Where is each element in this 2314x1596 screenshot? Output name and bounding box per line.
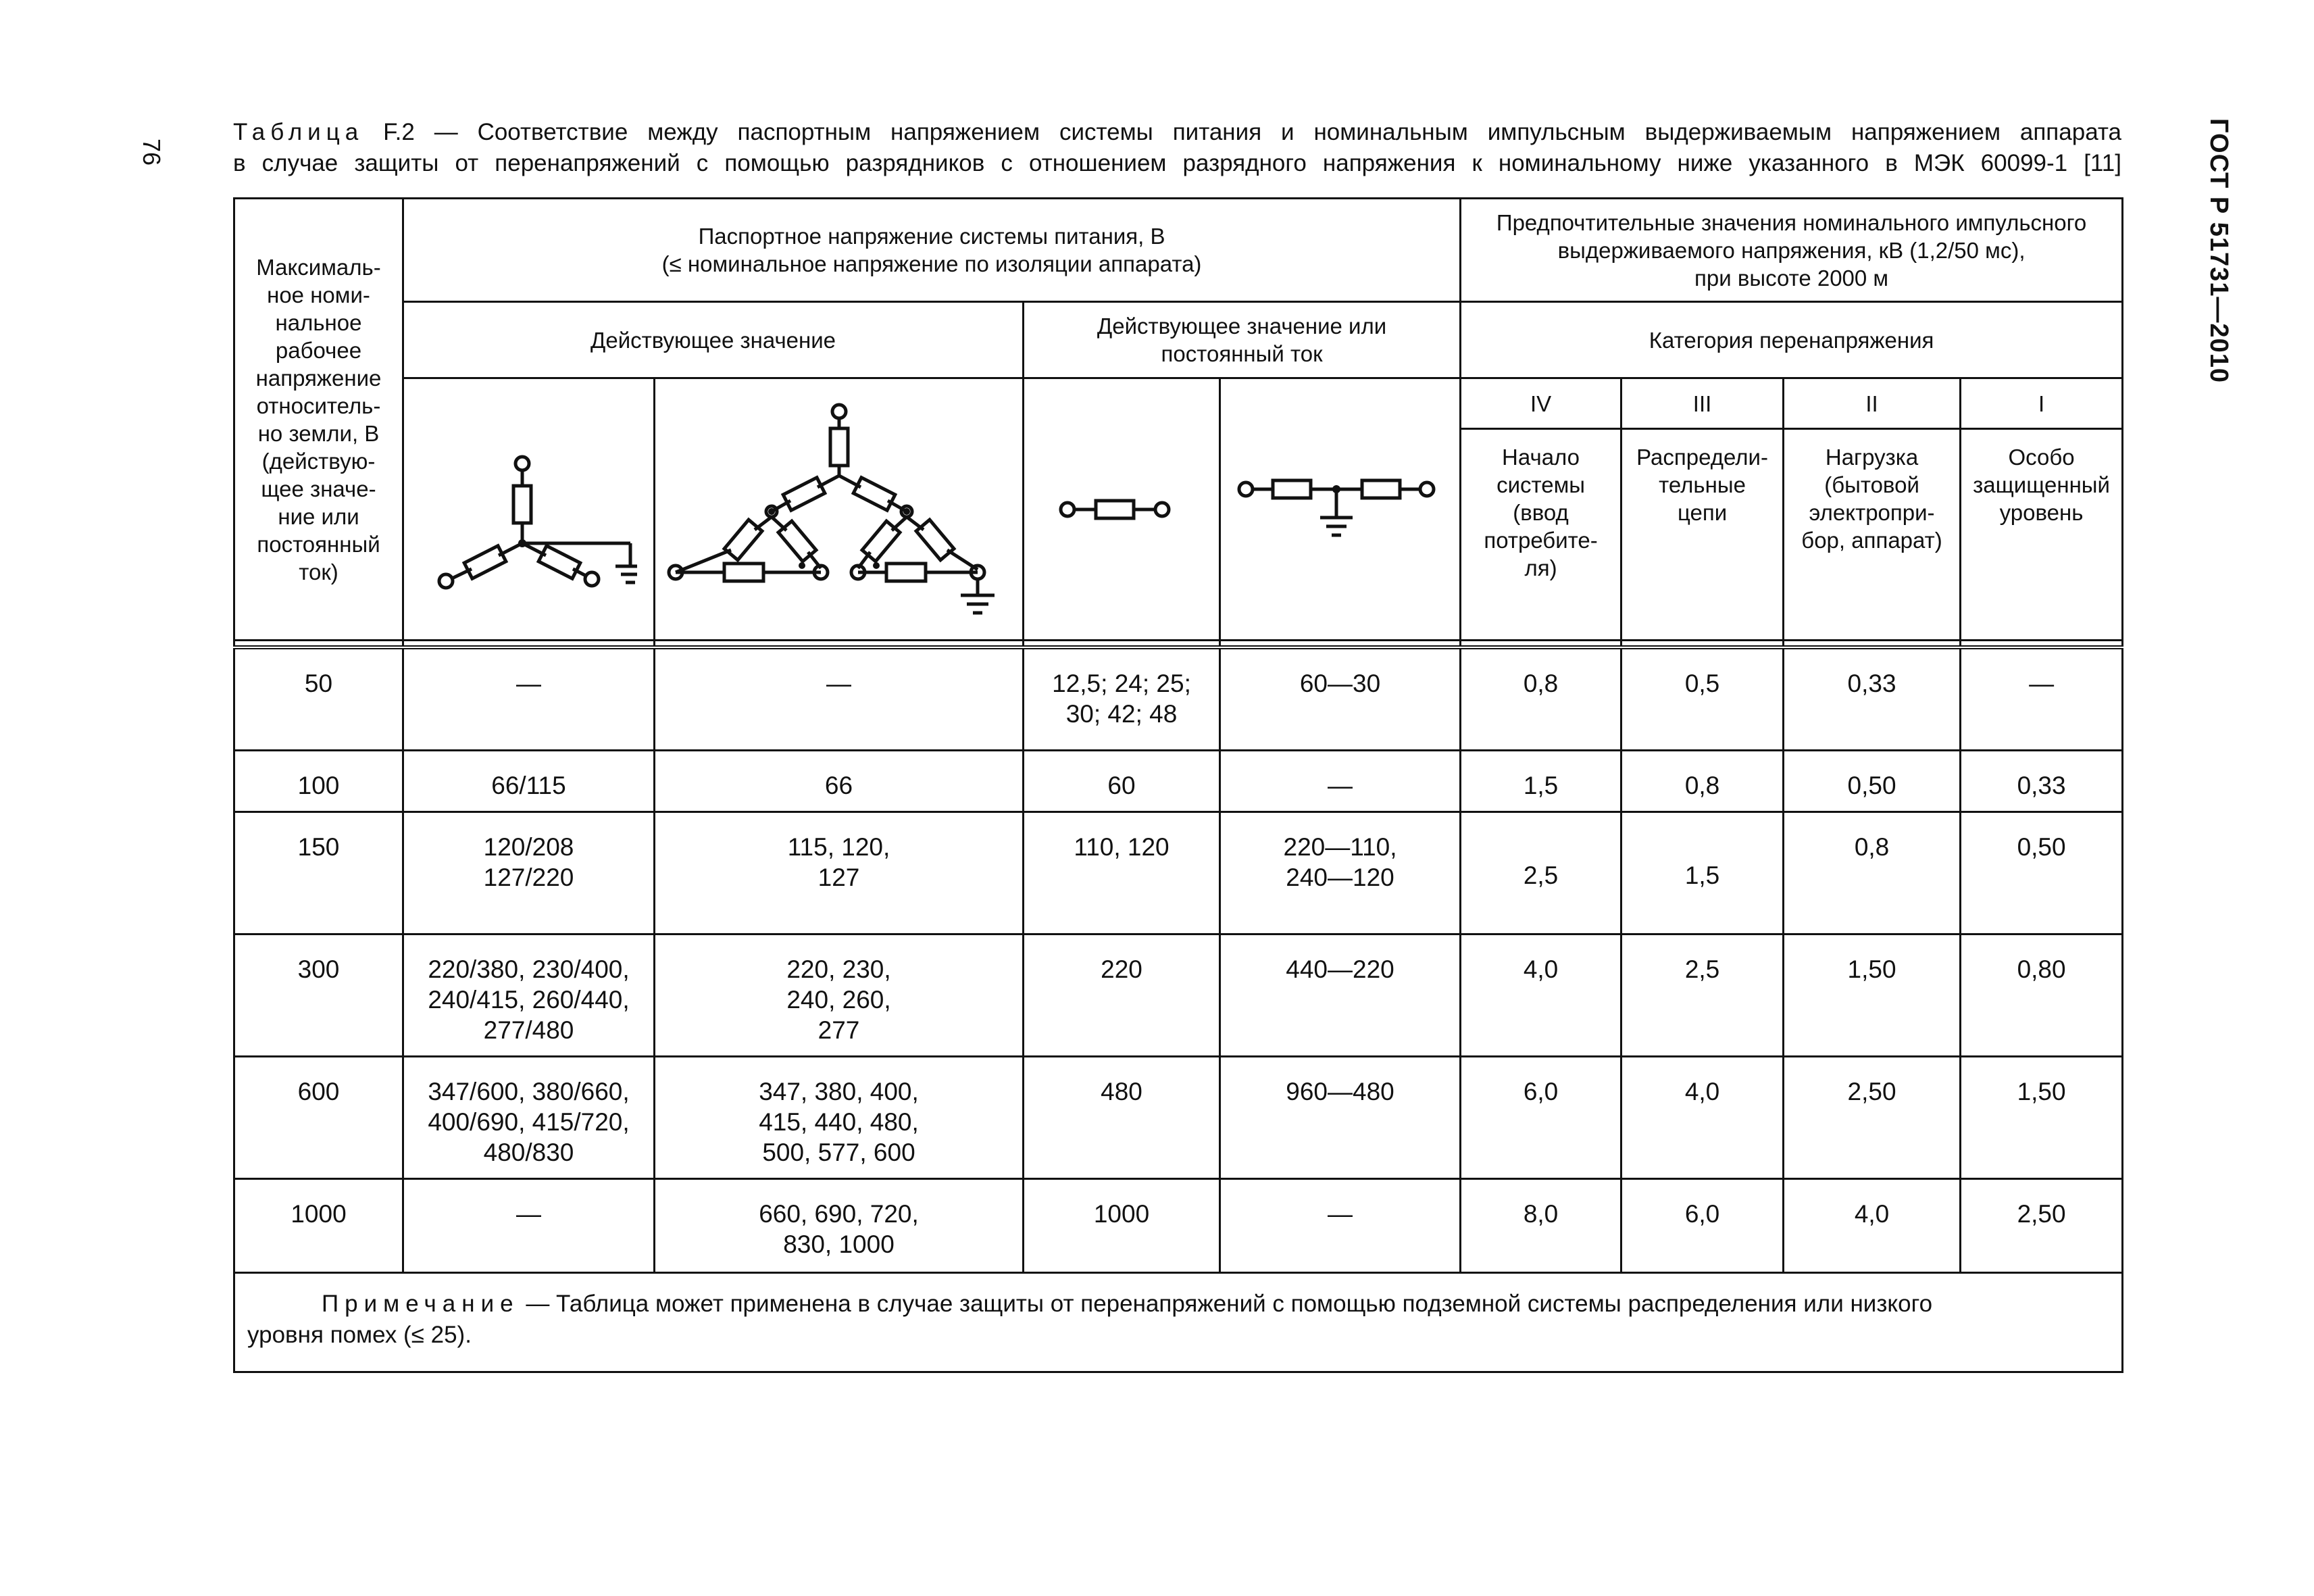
cell-max: 300 [234, 934, 403, 1057]
table-row [234, 1057, 2123, 1179]
category-i-desc: Особо защищенный уровень [1961, 429, 2123, 641]
table-row [234, 647, 2123, 751]
cell-i: 2,50 [1961, 1179, 2123, 1273]
category-i-roman: I [1961, 378, 2123, 429]
schematic-single-cell [1024, 378, 1220, 641]
cell-iii: 2,5 [1621, 934, 1784, 1057]
cell-ii: 0,33 [1784, 647, 1961, 751]
single-phase-schematic-icon [1054, 489, 1189, 530]
cell-iv: 4,0 [1461, 934, 1621, 1057]
header-max-voltage: Максималь- ное номи- нальное рабочее напряжение относитель- но земли, В (действую- щее значе- ние или постоянный ток) [234, 199, 403, 641]
cell-single: 220 [1024, 934, 1220, 1057]
caption-title-line1: F.2 — Соответствие между паспортным напряжением системы питания и номинальным импульсным выдерживаемым напряжением аппарата [383, 119, 2121, 145]
table-note [234, 1273, 2123, 1372]
cell-delta: 347, 380, 400, 415, 440, 480, 500, 577, 600 [655, 1057, 1024, 1179]
voltage-table [233, 197, 2123, 1373]
cell-iv: 8,0 [1461, 1179, 1621, 1273]
document-code: ГОСТ Р 51731—2010 [2205, 118, 2233, 383]
note-label: Примечание [322, 1291, 520, 1317]
table-row [234, 934, 2123, 1057]
delta-grounded-schematic-icon [663, 398, 1015, 621]
cell-i: 0,50 [1961, 812, 2123, 934]
table-row [234, 1179, 2123, 1273]
cell-iv: 6,0 [1461, 1057, 1621, 1179]
cell-max: 100 [234, 751, 403, 812]
cell-single: 60 [1024, 751, 1220, 812]
cell-i: 0,80 [1961, 934, 2123, 1057]
cell-star: 220/380, 230/400, 240/415, 260/440, 277/480 [403, 934, 655, 1057]
cell-ii: 4,0 [1784, 1179, 1961, 1273]
cell-iii: 0,8 [1621, 751, 1784, 812]
cell-star: — [403, 647, 655, 751]
cell-i: 1,50 [1961, 1057, 2123, 1179]
cell-single: 110, 120 [1024, 812, 1220, 934]
cell-max: 600 [234, 1057, 403, 1179]
header-impulse-voltage: Предпочтительные значения номинального импульсного выдерживаемого напряжения, кВ (1,2/50 мс), при высоте 2000 м [1461, 199, 2123, 302]
cell-single: 12,5; 24; 25; 30; 42; 48 [1024, 647, 1220, 751]
table-container [233, 197, 2121, 1348]
cell-iii: 0,5 [1621, 647, 1784, 751]
header-category: Категория перенапряжения [1461, 302, 2123, 378]
cell-iv: 0,8 [1461, 647, 1621, 751]
cell-max: 1000 [234, 1179, 403, 1273]
category-ii-roman: II [1784, 378, 1961, 429]
cell-three-wire: 440—220 [1220, 934, 1461, 1057]
cell-three-wire: 220—110, 240—120 [1220, 812, 1461, 934]
table-note-row [234, 1273, 2123, 1372]
note-text-line1: — Таблица может применена в случае защиты от перенапряжений с помощью подземной системы распределения или низкого [519, 1291, 1933, 1317]
cell-star: 347/600, 380/660, 400/690, 415/720, 480/830 [403, 1057, 655, 1179]
schematic-three-wire-cell [1220, 378, 1461, 641]
note-text-line2: уровня помех (≤ 25). [247, 1322, 472, 1348]
cell-three-wire: — [1220, 1179, 1461, 1273]
star-grounded-schematic-icon [421, 422, 637, 597]
cell-ii: 0,50 [1784, 751, 1961, 812]
category-iv-roman: IV [1461, 378, 1621, 429]
three-wire-grounded-schematic-icon [1232, 469, 1449, 550]
cell-delta: 115, 120, 127 [655, 812, 1024, 934]
cell-delta: 66 [655, 751, 1024, 812]
category-iii-desc: Распредели- тельные цепи [1621, 429, 1784, 641]
cell-iii: 4,0 [1621, 1057, 1784, 1179]
cell-star: 120/208 127/220 [403, 812, 655, 934]
cell-star: 66/115 [403, 751, 655, 812]
cell-i: — [1961, 647, 2123, 751]
cell-ii: 1,50 [1784, 934, 1961, 1057]
table-caption [233, 117, 2121, 179]
table-row [234, 751, 2123, 812]
category-ii-desc: Нагрузка (бытовой электропри- бор, аппарат) [1784, 429, 1961, 641]
header-rms-or-dc: Действующее значение или постоянный ток [1024, 302, 1461, 378]
cell-single: 1000 [1024, 1179, 1220, 1273]
cell-three-wire: 60—30 [1220, 647, 1461, 751]
schematic-star-cell [403, 378, 655, 641]
cell-single: 480 [1024, 1057, 1220, 1179]
cell-max: 150 [234, 812, 403, 934]
header-separator [234, 641, 2123, 648]
header-supply-voltage: Паспортное напряжение системы питания, В (≤ номинальное напряжение по изоляции аппарата) [403, 199, 1461, 302]
cell-iii: 6,0 [1621, 1179, 1784, 1273]
category-iv-desc: Начало системы (ввод потребите- ля) [1461, 429, 1621, 641]
cell-iv: 2,5 [1461, 812, 1621, 934]
caption-title-line2: в случае защиты от перенапряжений с помощью разрядников с отношением разрядного напряжения к номинальному ниже указанного в МЭК 60099-1 [11] [233, 150, 2121, 176]
page-number: 76 [138, 139, 166, 166]
header-rms: Действующее значение [403, 302, 1024, 378]
cell-delta: 220, 230, 240, 260, 277 [655, 934, 1024, 1057]
cell-ii: 0,8 [1784, 812, 1961, 934]
table-row [234, 812, 2123, 934]
cell-three-wire: — [1220, 751, 1461, 812]
cell-iv: 1,5 [1461, 751, 1621, 812]
cell-i: 0,33 [1961, 751, 2123, 812]
cell-max: 50 [234, 647, 403, 751]
cell-three-wire: 960—480 [1220, 1057, 1461, 1179]
cell-iii: 1,5 [1621, 812, 1784, 934]
cell-ii: 2,50 [1784, 1057, 1961, 1179]
schematic-delta-cell [655, 378, 1024, 641]
cell-delta: 660, 690, 720, 830, 1000 [655, 1179, 1024, 1273]
category-iii-roman: III [1621, 378, 1784, 429]
cell-delta: — [655, 647, 1024, 751]
cell-star: — [403, 1179, 655, 1273]
caption-prefix: Таблица [233, 119, 364, 145]
